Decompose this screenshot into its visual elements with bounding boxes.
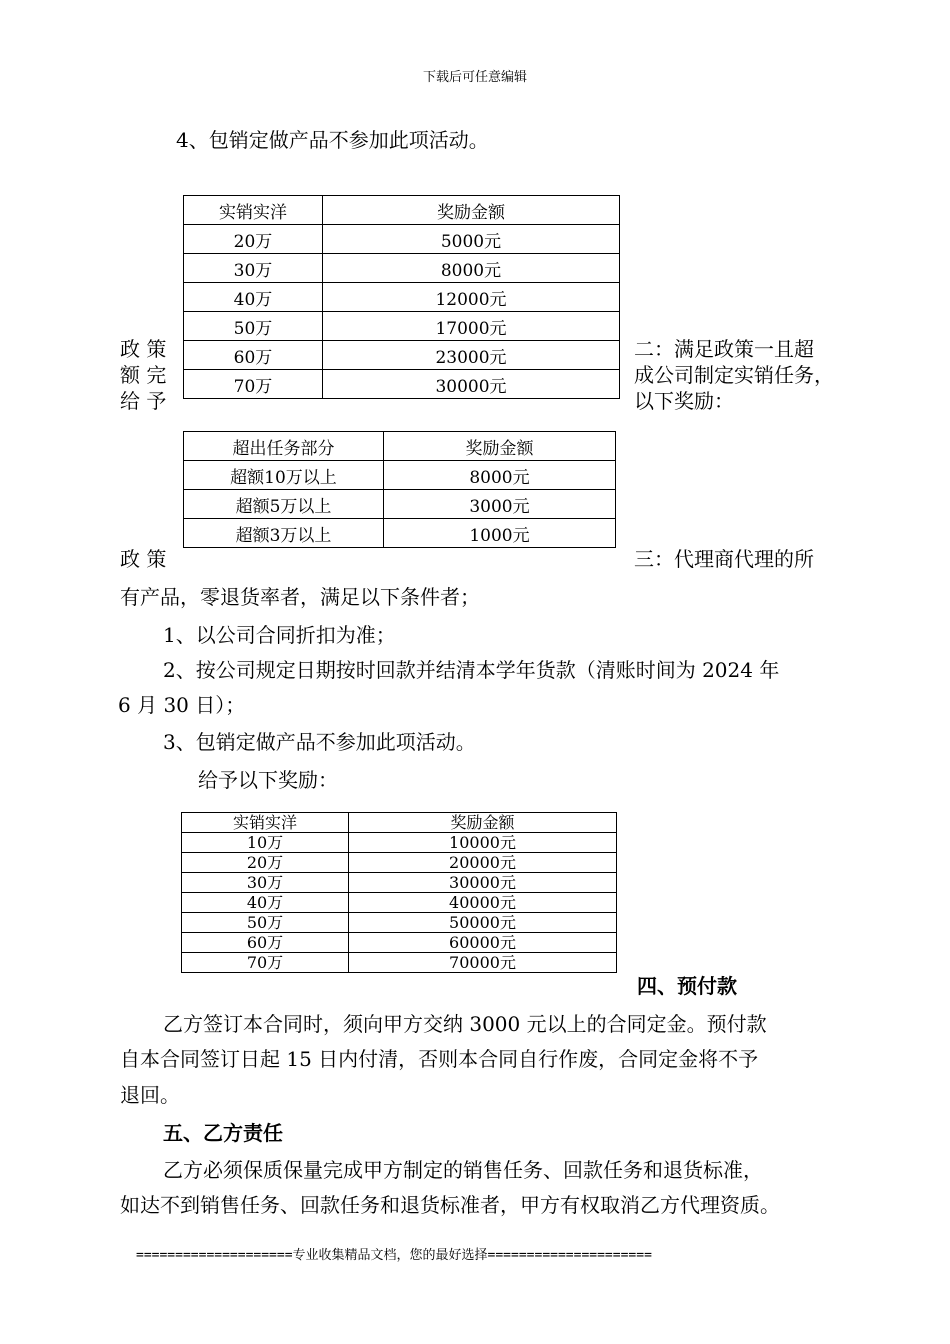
condition-2b: 6 月 30 日）； <box>118 693 246 717</box>
table-row <box>182 933 617 953</box>
table-row <box>184 254 620 283</box>
table-cell: 20万 <box>184 225 323 254</box>
reward-table-2 <box>183 431 616 548</box>
table-cell: 8000元 <box>384 461 616 490</box>
header-cell: 超出任务部分 <box>184 432 384 461</box>
table-cell: 30000元 <box>349 873 617 893</box>
policy2-left-2: 额 完 <box>120 363 167 387</box>
table-cell: 17000元 <box>323 312 620 341</box>
table-cell: 23000元 <box>323 341 620 370</box>
table-row <box>182 893 617 913</box>
policy2-left-1: 政 策 <box>120 337 167 361</box>
section-5-p2: 如达不到销售任务、回款任务和退货标准者，甲方有权取消乙方代理资质。 <box>120 1193 780 1217</box>
section-5-p1: 乙方必须保质保量完成甲方制定的销售任务、回款任务和退货标准， <box>163 1158 763 1182</box>
section-4-p1: 乙方签订本合同时，须向甲方交纳 3000 元以上的合同定金。预付款 <box>163 1012 767 1036</box>
header-cell: 奖励金额 <box>349 813 617 833</box>
table-cell: 3000元 <box>384 490 616 519</box>
table-cell: 30万 <box>184 254 323 283</box>
policy3-line2: 有产品，零退货率者，满足以下条件者； <box>120 585 480 609</box>
section-4-p3: 退回。 <box>120 1083 180 1107</box>
policy2-left-3: 给 予 <box>120 389 167 413</box>
condition-1: 1、以公司合同折扣为准； <box>163 623 396 647</box>
table-cell: 50000元 <box>349 913 617 933</box>
header-cell: 实销实洋 <box>182 813 349 833</box>
policy3-left: 政 策 <box>120 547 167 571</box>
table-row <box>182 833 617 853</box>
item-4: 4、包销定做产品不参加此项活动。 <box>176 128 489 152</box>
header-cell: 实销实洋 <box>184 196 323 225</box>
section-5-title: 五、乙方责任 <box>163 1121 283 1145</box>
table-header-row <box>182 813 617 833</box>
table-cell: 70000元 <box>349 953 617 973</box>
table-cell: 40000元 <box>349 893 617 913</box>
section-4-p2: 自本合同签订日起 15 日内付清，否则本合同自行作废，合同定金将不予 <box>120 1047 759 1071</box>
table-header-row <box>184 432 616 461</box>
table-cell: 40万 <box>184 283 323 312</box>
reward-intro: 给予以下奖励： <box>198 768 338 792</box>
table-row <box>184 461 616 490</box>
table-cell: 10000元 <box>349 833 617 853</box>
table-row <box>184 312 620 341</box>
header-note: 下载后可任意编辑 <box>422 70 527 85</box>
table-cell: 超额5万以上 <box>184 490 384 519</box>
policy3-right: 三：代理商代理的所 <box>634 547 814 571</box>
table-cell: 10万 <box>182 833 349 853</box>
table-cell: 12000元 <box>323 283 620 312</box>
table-cell: 70万 <box>182 953 349 973</box>
table-row <box>182 873 617 893</box>
table-cell: 60000元 <box>349 933 617 953</box>
table-row <box>184 225 620 254</box>
policy2-right-3: 以下奖励： <box>634 389 734 413</box>
table-cell: 5000元 <box>323 225 620 254</box>
table-cell: 60万 <box>182 933 349 953</box>
table-cell: 50万 <box>184 312 323 341</box>
table-row <box>184 341 620 370</box>
policy2-right-1: 二：满足政策一且超 <box>634 337 814 361</box>
table-cell: 70万 <box>184 370 323 399</box>
table-cell: 20000元 <box>349 853 617 873</box>
section-4-title: 四、预付款 <box>637 974 737 998</box>
reward-table-1 <box>183 195 620 399</box>
condition-3: 3、包销定做产品不参加此项活动。 <box>163 730 476 754</box>
policy2-right-2: 成公司制定实销任务， <box>634 363 834 387</box>
header-cell: 奖励金额 <box>384 432 616 461</box>
table-row <box>184 370 620 399</box>
reward-table-3 <box>181 812 617 973</box>
table-row <box>182 853 617 873</box>
table-row <box>184 519 616 548</box>
table-row <box>182 913 617 933</box>
table-cell: 30000元 <box>323 370 620 399</box>
table-cell: 超额3万以上 <box>184 519 384 548</box>
table-header-row <box>184 196 620 225</box>
table-cell: 1000元 <box>384 519 616 548</box>
table-cell: 50万 <box>182 913 349 933</box>
table-cell: 60万 <box>184 341 323 370</box>
table-cell: 40万 <box>182 893 349 913</box>
table-row <box>184 283 620 312</box>
footer-banner: ====================专业收集精品文档，您的最好选择===================== <box>136 1248 652 1263</box>
table-cell: 超额10万以上 <box>184 461 384 490</box>
table-cell: 8000元 <box>323 254 620 283</box>
table-row <box>182 953 617 973</box>
header-cell: 奖励金额 <box>323 196 620 225</box>
table-cell: 20万 <box>182 853 349 873</box>
condition-2a: 2、按公司规定日期按时回款并结清本学年货款（清账时间为 2024 年 <box>163 658 780 682</box>
table-cell: 30万 <box>182 873 349 893</box>
table-row <box>184 490 616 519</box>
